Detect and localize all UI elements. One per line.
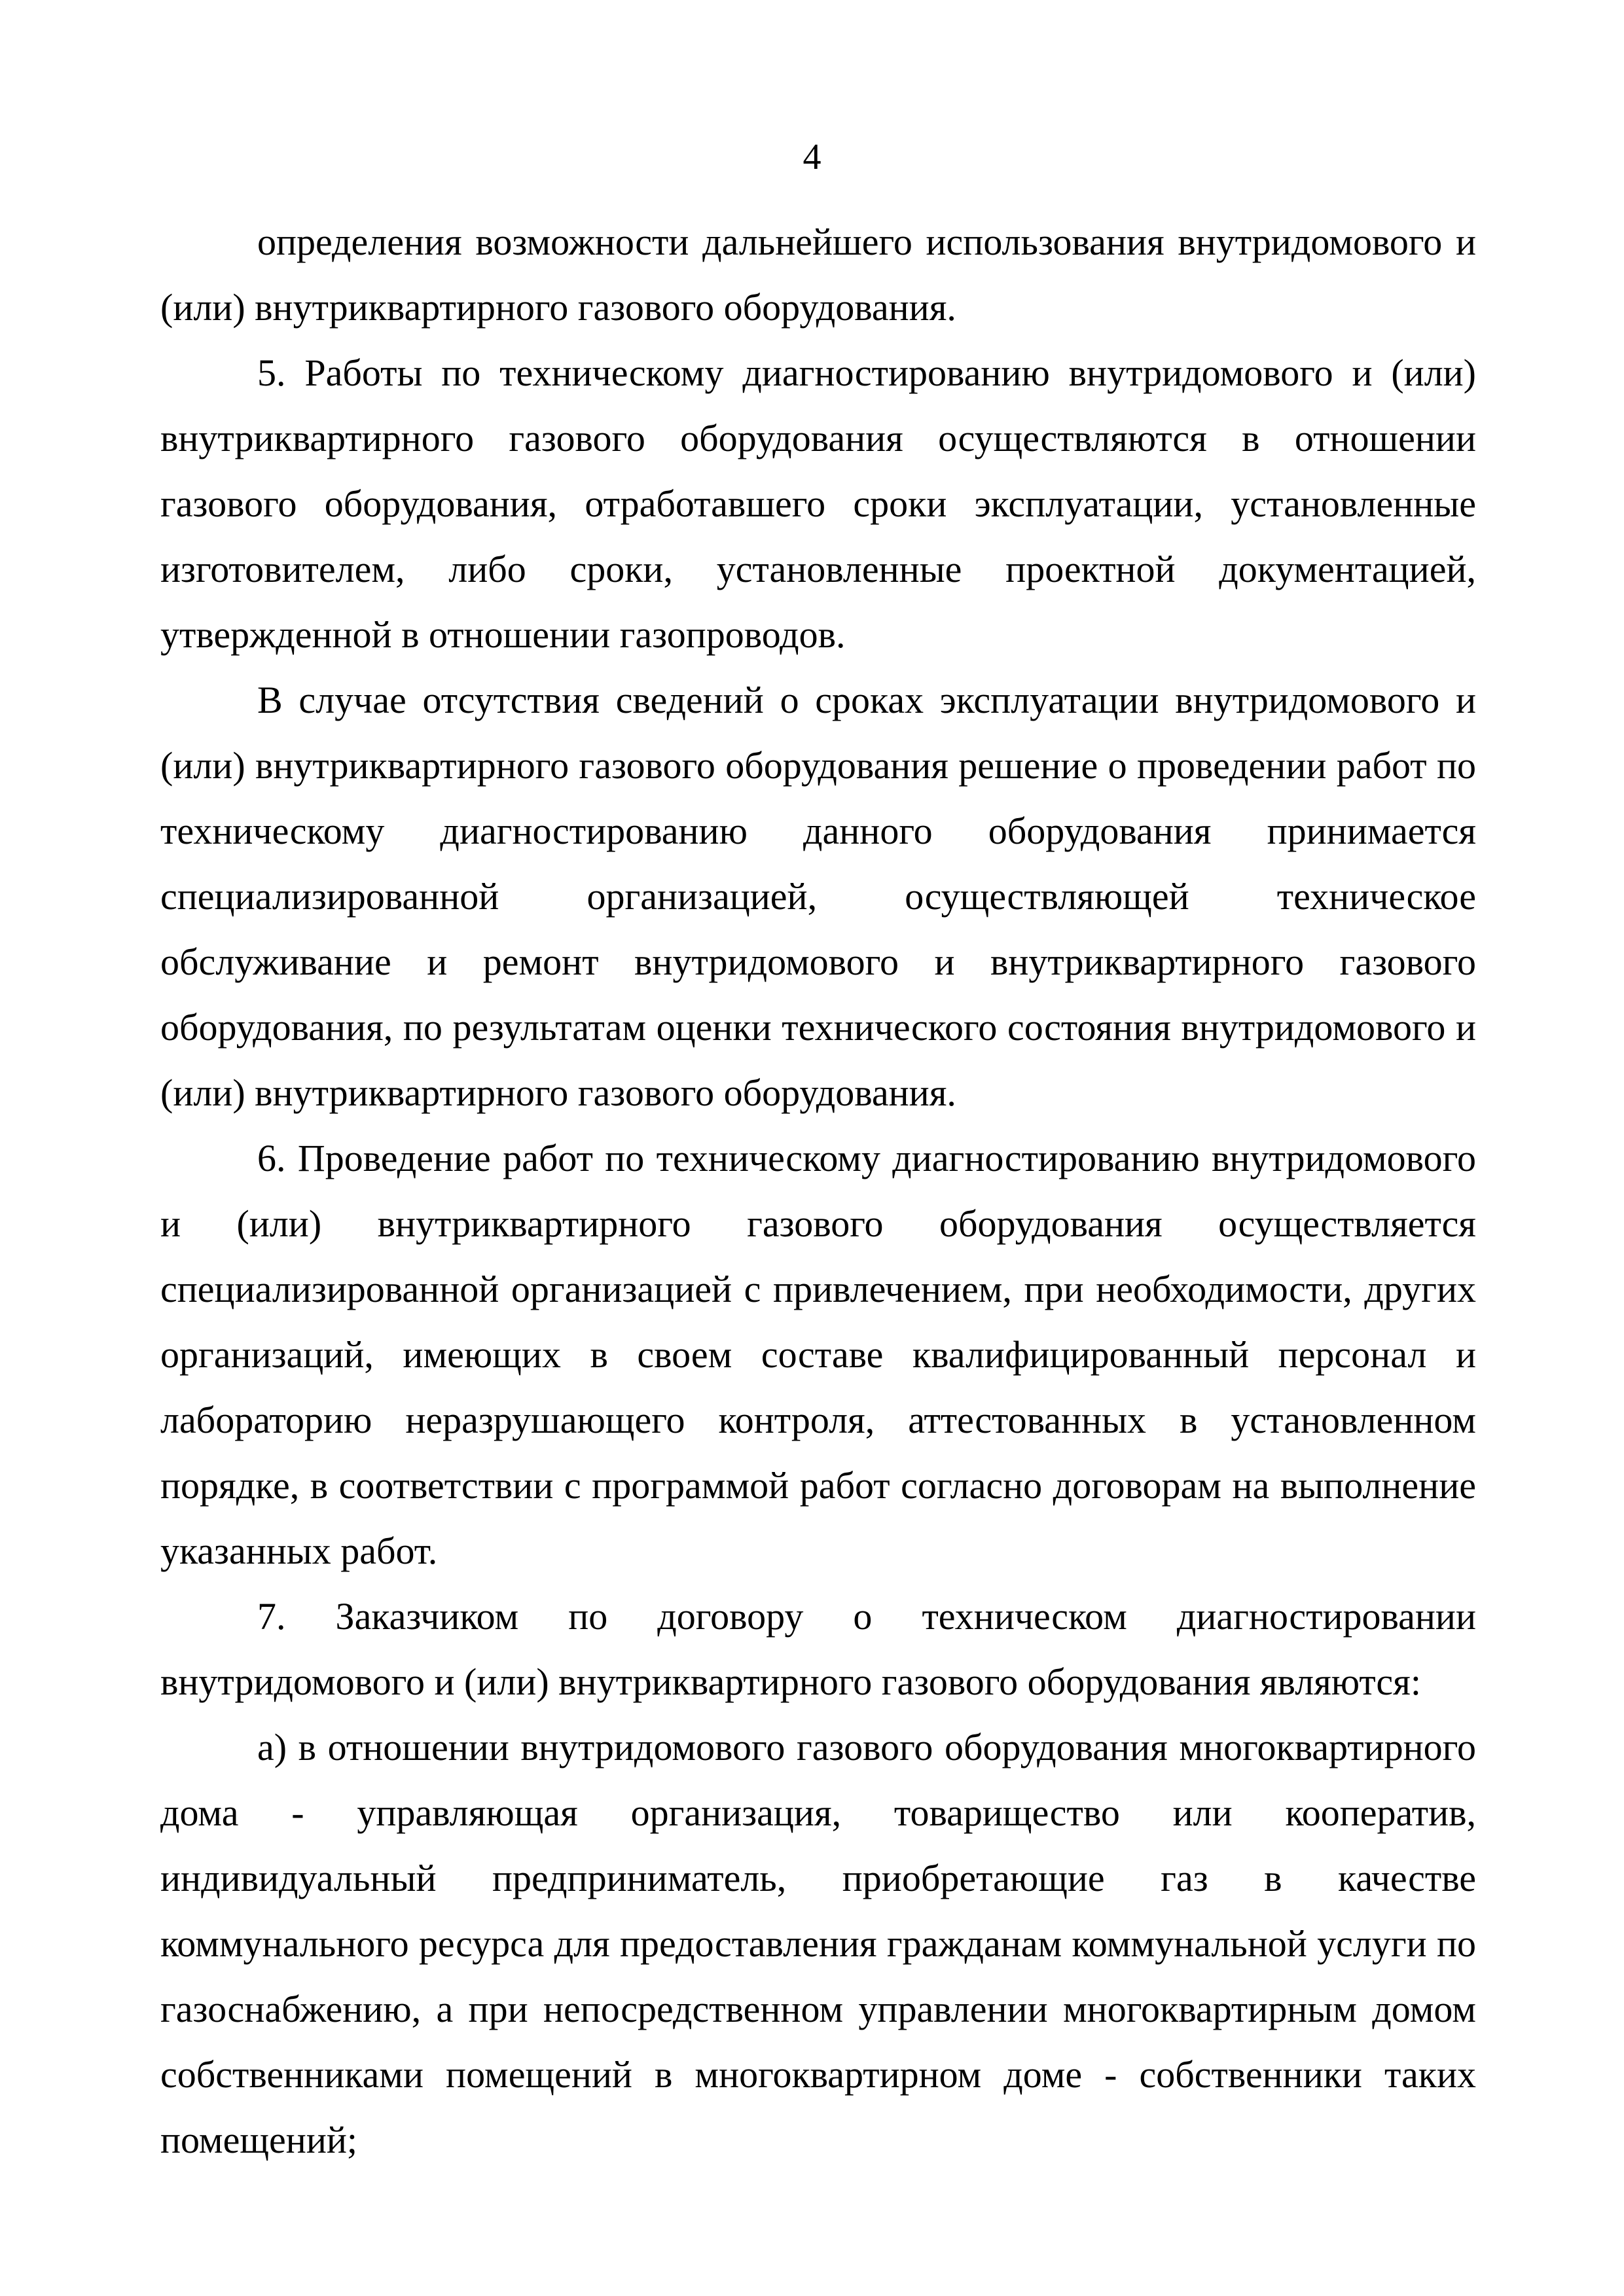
page-number: 4 <box>803 137 821 177</box>
paragraph-item-7a: а) в отношении внутридомового газового оборудования многоквартирного дома - управляющая организация, товарищество или кооператив, индивидуальный предприниматель, приобретающие газ в качестве коммунального ресурса для предоставления гражданам коммунальной услуги по газоснабжению, а при непосредственном управлении многоквартирным домом собственниками помещений в многоквартирном доме - собственники таких помещений; <box>160 1726 1476 2161</box>
paragraph-continuation: определения возможности дальнейшего использования внутридомового и (или) внутриквартирного газового оборудования. <box>160 221 1476 329</box>
paragraph-item-5: 5. Работы по техническому диагностированию внутридомового и (или) внутриквартирного газового оборудования осуществляются в отношении газового оборудования, отработавшего сроки эксплуатации, установленные изготовителем, либо сроки, установленные проектной документацией, утвержденной в отношении газопроводов. <box>160 351 1476 656</box>
paragraph-item-7: 7. Заказчиком по договору о техническом диагностировании внутридомового и (или) внутриквартирного газового оборудования являются: <box>160 1595 1476 1703</box>
paragraph-missing-info: В случае отсутствия сведений о сроках эксплуатации внутридомового и (или) внутриквартирного газового оборудования решение о проведении работ по техническому диагностированию данного оборудования принимается специализированной организацией, осуществляющей техническое обслуживание и ремонт внутридомового и внутриквартирного газового оборудования, по результатам оценки технического состояния внутридомового и (или) внутриквартирного газового оборудования. <box>160 679 1476 1114</box>
document-body <box>160 209 1476 2173</box>
paragraph-item-6: 6. Проведение работ по техническому диагностированию внутридомового и (или) внутриквартирного газового оборудования осуществляется специализированной организацией с привлечением, при необходимости, других организаций, имеющих в своем составе квалифицированный персонал и лабораторию неразрушающего контроля, аттестованных в установленном порядке, в соответствии с программой работ согласно договорам на выполнение указанных работ. <box>160 1137 1476 1572</box>
